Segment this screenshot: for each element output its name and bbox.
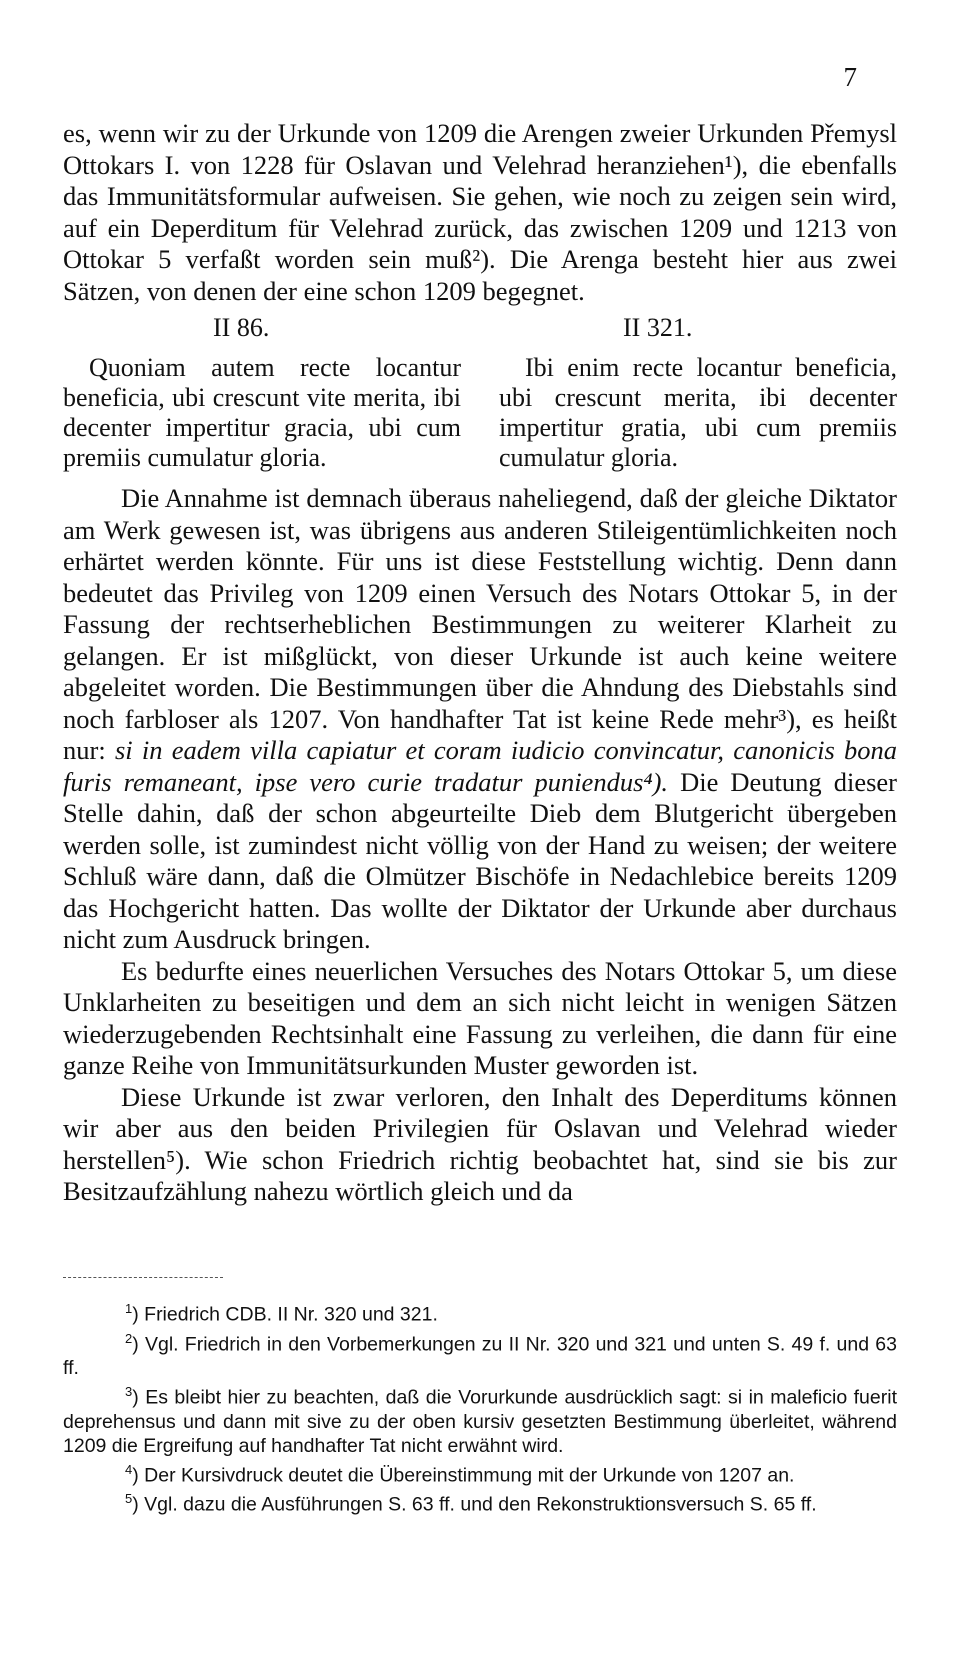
right-column <box>499 353 897 473</box>
footnote: $^2$) Vgl. Friedrich in den Vorbemerkungen zu II Nr. 320 und 321 und unten S. 49 f. und 63 ff. <box>63 1330 897 1379</box>
footnote-text: Der Kursivdruck deutet die Übereinstimmung mit der Urkunde von 1207 an. <box>144 1464 795 1486</box>
footnote-mark: 4 <box>125 1461 133 1477</box>
arenga-comparison <box>63 353 897 473</box>
footnote-text: Es bleibt hier zu beachten, daß die Vorurkunde ausdrücklich sagt: si in maleficio fuerit deprehensus und dann mit sive zu der oben kursiv gesetzten Bestimmung überleitet, während 1209 die Ergreifung auf handhafter Tat nicht erwähnt wird. <box>63 1386 897 1457</box>
footnote-text: Vgl. dazu die Ausführungen S. 63 ff. und den Rekonstruktionsversuch S. 65 ff. <box>144 1493 817 1516</box>
footnote-mark: 5 <box>125 1491 133 1506</box>
paragraph-1: es, wenn wir zu der Urkunde von 1209 die Arengen zweier Urkunden Přemysl Ottokars I. von 1228 für Oslavan und Velehrad heranziehen¹), die ebenfalls das Immunitätsformular aufweisen. Sie gehen, wie noch zu zeigen sein wird, auf ein Deperditum für Velehrad zurück, das zwischen 1209 und 1213 von Ottokar 5 verfaßt worden sein muß²). Die Arenga besteht hier aus zwei Sätzen, von denen der eine schon 1209 begegnet. <box>63 118 897 306</box>
footnote-text: Friedrich CDB. II Nr. 320 und 321. <box>144 1303 438 1326</box>
page-number: 7 <box>843 62 857 92</box>
footnote: $^4$) Der Kursivdruck deutet die Übereinstimmung mit der Urkunde von 1207 an. <box>125 1461 795 1486</box>
right-column-heading: II 321. <box>623 313 693 342</box>
paragraph-2-text: Die Annahme ist demnach überaus naheliegend, daß der gleiche Diktator am Werk gewesen ist, was übrigens aus anderen Stileigentümlichkeiten noch erhärtet werden könnte. Für uns ist diese Feststellung wichtig. Denn dann bedeutet das Privileg von 1209 einen Versuch des Notars Ottokar 5, in der Fassung der rechtserheblichen Bestimmungen zu weiterer Klarheit zu gelangen. Er ist mißglückt, von dieser Urkunde ist auch keine weitere abgeleitet worden. Die Bestimmungen über die Ahndung des Diebstahls sind noch farbloser als 1207. Von handhafter Tat ist keine Rede mehr³), es heißt nur: <box>63 483 897 765</box>
left-column-text: Quoniam autem recte locantur beneficia, ubi crescunt vite merita, ibi decenter impertitur gracia, ubi cum premiis cumulatur gloria. <box>63 353 461 472</box>
footnote-mark: 2 <box>125 1330 133 1346</box>
footnote-mark: 3 <box>125 1384 133 1399</box>
left-column <box>63 353 461 473</box>
right-column-text: Ibi enim recte locantur beneficia, ubi crescunt merita, ibi decenter impertitur gratia, ubi cum premiis cumulatur gloria. <box>499 353 897 472</box>
footnote: $^5$) Vgl. dazu die Ausführungen S. 63 ff. und den Rekonstruktionsversuch S. 65 ff. <box>125 1491 817 1516</box>
footnote-separator <box>63 1277 223 1278</box>
column-headings <box>63 313 897 349</box>
footnote-mark: 1 <box>125 1301 133 1316</box>
footnote: $^3$) Es bleibt hier zu beachten, daß die Vorurkunde ausdrücklich sagt: si in maleficio fuerit deprehensus und dann mit sive zu der oben kursiv gesetzten Bestimmung überleitet, während 1209 die Ergreifung auf handhafter Tat nicht erwähnt wird. <box>63 1384 897 1457</box>
paragraph-3: Es bedurfte eines neuerlichen Versuches des Notars Ottokar 5, um diese Unklarheiten zu beseitigen und dem an sich nicht leicht in wenigen Sätzen wiederzugebenden Rechtsinhalt eine Fassung zu verleihen, die dann für eine ganze Reihe von Immunitätsurkunden Muster geworden ist. <box>63 955 897 1080</box>
paragraph-2 <box>63 483 897 956</box>
main-text <box>63 118 897 1208</box>
left-column-heading: II 86. <box>213 313 270 342</box>
paragraph-4: Diese Urkunde ist zwar verloren, den Inhalt des Deperditums können wir aber aus den beiden Privilegien für Oslavan und Velehrad wieder herstellen⁵). Wie schon Friedrich richtig beobachtet hat, sind sie bis zur Besitzaufzählung nahezu wörtlich gleich und da <box>63 1081 897 1206</box>
footnote: $^1$) Friedrich CDB. II Nr. 320 und 321. <box>125 1301 438 1326</box>
footnotes <box>63 1297 897 1517</box>
paragraph-2-quote: si in eadem villa capiatur et coram iudicio convincatur, canonicis bona furis remaneant, ipse vero curie tradatur puniendus⁴). <box>63 735 898 797</box>
footnote-text: Vgl. Friedrich in den Vorbemerkungen zu II Nr. 320 und 321 und unten S. 49 f. und 63 ff. <box>63 1333 897 1379</box>
paragraph-2-rest: Die Deutung dieser Stelle dahin, daß der schon abgeurteilte Dieb dem Blutgericht übergeben werden solle, ist zumindest nicht völlig von der Hand zu weisen; der weitere Schluß wäre dann, daß die Olmützer Bischöfe in Nedachlebice bereits 1209 das Hochgericht hatten. Das wollte der Diktator der Urkunde aber durchaus nicht zum Ausdruck bringen. <box>63 766 897 954</box>
